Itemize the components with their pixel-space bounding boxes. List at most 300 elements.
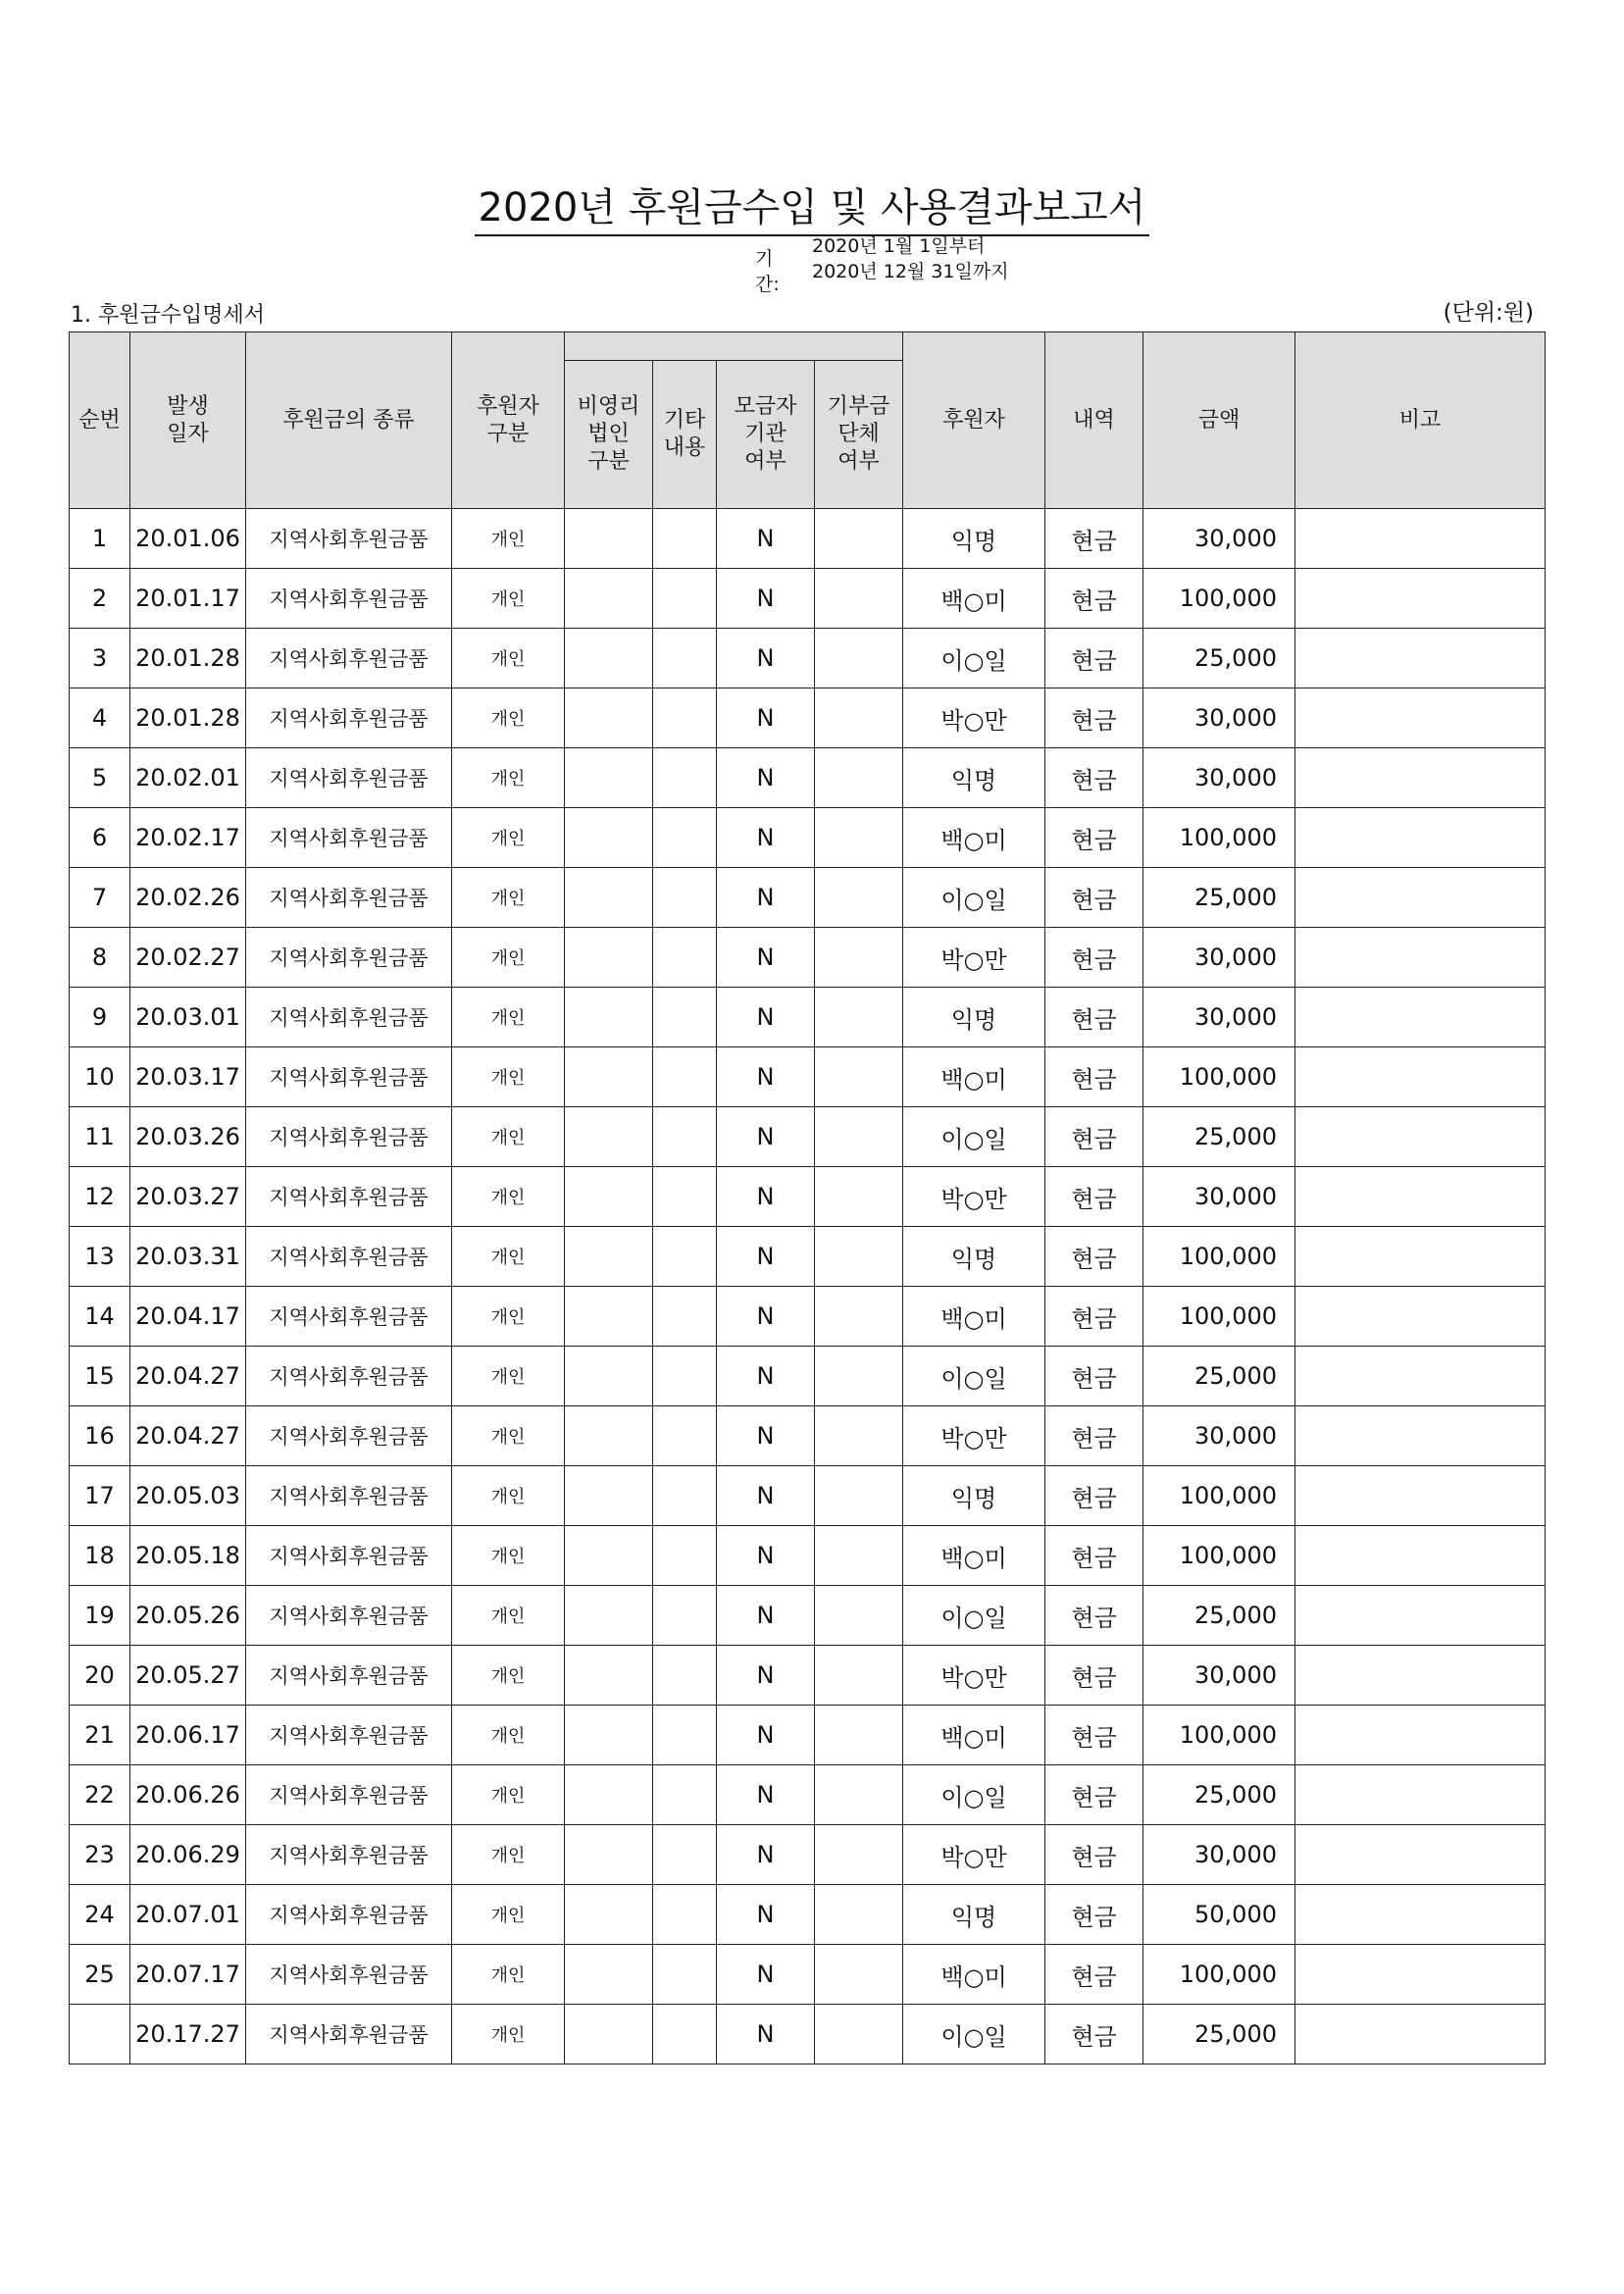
row-nonprofit (565, 748, 653, 808)
row-date: 20.05.18 (130, 1526, 246, 1586)
row-detail: 현금 (1045, 1287, 1143, 1347)
row-kind: 지역사회후원금품 (246, 1945, 452, 2005)
row-remarks (1295, 1047, 1546, 1107)
table-row (70, 1885, 1546, 1945)
row-org (815, 569, 903, 629)
row-date: 20.03.17 (130, 1047, 246, 1107)
row-donor: 이○일 (903, 2005, 1045, 2065)
row-org (815, 1047, 903, 1107)
row-nonprofit (565, 1646, 653, 1706)
row-remarks (1295, 1825, 1546, 1885)
row-org (815, 688, 903, 748)
row-remarks (1295, 868, 1546, 928)
row-donor-type: 개인 (452, 629, 565, 688)
row-no: 4 (70, 688, 130, 748)
row-nonprofit (565, 629, 653, 688)
row-other (653, 1526, 717, 1586)
row-remarks (1295, 928, 1546, 988)
row-donor: 익명 (903, 748, 1045, 808)
row-org (815, 748, 903, 808)
row-other (653, 1227, 717, 1287)
row-remarks (1295, 1167, 1546, 1227)
row-date: 20.02.27 (130, 928, 246, 988)
row-other (653, 1406, 717, 1466)
row-kind: 지역사회후원금품 (246, 1646, 452, 1706)
row-other (653, 2005, 717, 2065)
table-row (70, 1167, 1546, 1227)
row-no: 18 (70, 1526, 130, 1586)
row-no: 5 (70, 748, 130, 808)
row-no: 16 (70, 1406, 130, 1466)
row-org (815, 509, 903, 569)
table-row (70, 1227, 1546, 1287)
row-other (653, 1466, 717, 1526)
row-org (815, 1825, 903, 1885)
period-end: 2020년 12월 31일까지 (812, 261, 1009, 282)
row-other (653, 748, 717, 808)
row-date: 20.04.27 (130, 1347, 246, 1406)
row-donor-type: 개인 (452, 868, 565, 928)
row-amount: 30,000 (1143, 928, 1295, 988)
header-date (130, 332, 246, 509)
header-date-line-2: 일자 (167, 421, 209, 446)
row-kind: 지역사회후원금품 (246, 1825, 452, 1885)
row-nonprofit (565, 808, 653, 868)
row-donor-type: 개인 (452, 1586, 565, 1646)
row-other (653, 509, 717, 569)
table-row (70, 1765, 1546, 1825)
row-org (815, 1526, 903, 1586)
row-no: 15 (70, 1347, 130, 1406)
row-donor-type: 개인 (452, 1047, 565, 1107)
row-donor-type: 개인 (452, 928, 565, 988)
row-detail: 현금 (1045, 1107, 1143, 1167)
row-amount: 25,000 (1143, 629, 1295, 688)
row-remarks (1295, 1466, 1546, 1526)
row-donor: 박○만 (903, 688, 1045, 748)
row-donor: 익명 (903, 1227, 1045, 1287)
row-kind: 지역사회후원금품 (246, 569, 452, 629)
row-amount: 25,000 (1143, 2005, 1295, 2065)
row-org (815, 1287, 903, 1347)
header-fundraising-line-3: 여부 (744, 449, 787, 474)
row-date: 20.05.27 (130, 1646, 246, 1706)
row-amount: 100,000 (1143, 1227, 1295, 1287)
row-date: 20.17.27 (130, 2005, 246, 2065)
row-nonprofit (565, 1885, 653, 1945)
table-row (70, 1347, 1546, 1406)
header-fundraising-line-1: 모금자 (734, 394, 797, 419)
row-amount: 25,000 (1143, 1347, 1295, 1406)
row-other (653, 868, 717, 928)
row-donor: 이○일 (903, 1586, 1045, 1646)
row-fundraising: N (717, 1167, 815, 1227)
table-row (70, 1706, 1546, 1765)
header-other-line-2: 내용 (663, 435, 706, 460)
row-fundraising: N (717, 1706, 815, 1765)
row-nonprofit (565, 928, 653, 988)
row-org (815, 1706, 903, 1765)
row-fundraising: N (717, 1347, 815, 1406)
header-nonprofit-line-1: 비영리 (577, 394, 640, 419)
row-remarks (1295, 569, 1546, 629)
row-nonprofit (565, 1825, 653, 1885)
row-donor: 백○미 (903, 808, 1045, 868)
row-detail: 현금 (1045, 868, 1143, 928)
row-kind: 지역사회후원금품 (246, 1406, 452, 1466)
row-donor-type: 개인 (452, 1885, 565, 1945)
row-fundraising: N (717, 928, 815, 988)
row-other (653, 1885, 717, 1945)
table-row (70, 1646, 1546, 1706)
row-other (653, 1945, 717, 2005)
row-remarks (1295, 1586, 1546, 1646)
header-remarks: 비고 (1295, 332, 1546, 509)
row-org (815, 1586, 903, 1646)
header-org-line-2: 단체 (837, 422, 880, 446)
row-date: 20.04.17 (130, 1287, 246, 1347)
row-detail: 현금 (1045, 1825, 1143, 1885)
row-detail: 현금 (1045, 1466, 1143, 1526)
page-title-text: 2020년 후원금수입 및 사용결과보고서 (475, 185, 1150, 236)
row-detail: 현금 (1045, 808, 1143, 868)
table-row (70, 1825, 1546, 1885)
row-donor: 백○미 (903, 1706, 1045, 1765)
row-remarks (1295, 1885, 1546, 1945)
row-amount: 100,000 (1143, 569, 1295, 629)
row-donor: 박○만 (903, 1646, 1045, 1706)
row-no: 8 (70, 928, 130, 988)
row-org (815, 1646, 903, 1706)
header-kind: 후원금의 종류 (246, 332, 452, 509)
row-no: 20 (70, 1646, 130, 1706)
header-fundraising-line-2: 기관 (744, 422, 787, 446)
row-kind: 지역사회후원금품 (246, 1287, 452, 1347)
row-nonprofit (565, 688, 653, 748)
table-row (70, 569, 1546, 629)
header-org-line-1: 기부금 (827, 394, 890, 419)
row-kind: 지역사회후원금품 (246, 1167, 452, 1227)
row-fundraising: N (717, 1466, 815, 1526)
row-detail: 현금 (1045, 1646, 1143, 1706)
row-donor: 이○일 (903, 1107, 1045, 1167)
row-fundraising: N (717, 1406, 815, 1466)
header-date-line-1: 발생 (167, 393, 209, 419)
row-donor-type: 개인 (452, 1287, 565, 1347)
row-org (815, 988, 903, 1047)
row-fundraising: N (717, 1646, 815, 1706)
row-date: 20.02.26 (130, 868, 246, 928)
row-amount: 100,000 (1143, 1526, 1295, 1586)
table-row (70, 688, 1546, 748)
row-date: 20.03.01 (130, 988, 246, 1047)
row-remarks (1295, 1765, 1546, 1825)
row-detail: 현금 (1045, 1167, 1143, 1227)
row-other (653, 569, 717, 629)
row-fundraising: N (717, 1047, 815, 1107)
row-remarks (1295, 1107, 1546, 1167)
row-remarks (1295, 1347, 1546, 1406)
row-amount: 30,000 (1143, 1406, 1295, 1466)
row-amount: 25,000 (1143, 1107, 1295, 1167)
row-amount: 30,000 (1143, 1167, 1295, 1227)
row-remarks (1295, 1646, 1546, 1706)
row-kind: 지역사회후원금품 (246, 1347, 452, 1406)
row-nonprofit (565, 1107, 653, 1167)
row-other (653, 988, 717, 1047)
row-nonprofit (565, 1347, 653, 1406)
header-amount: 금액 (1143, 332, 1295, 509)
row-date: 20.03.26 (130, 1107, 246, 1167)
row-kind: 지역사회후원금품 (246, 629, 452, 688)
row-other (653, 1646, 717, 1706)
period-label: 기간: (755, 248, 780, 295)
row-no: 1 (70, 509, 130, 569)
header-nonprofit-line-3: 구분 (587, 449, 630, 474)
row-detail: 현금 (1045, 1047, 1143, 1107)
table-row (70, 868, 1546, 928)
table-row (70, 808, 1546, 868)
row-no: 2 (70, 569, 130, 629)
row-other (653, 1167, 717, 1227)
row-nonprofit (565, 1227, 653, 1287)
header-donor: 후원자 (903, 332, 1045, 509)
row-remarks (1295, 1227, 1546, 1287)
row-date: 20.03.27 (130, 1167, 246, 1227)
row-remarks (1295, 629, 1546, 688)
row-detail: 현금 (1045, 509, 1143, 569)
header-other (653, 361, 717, 509)
row-date: 20.05.26 (130, 1586, 246, 1646)
row-detail: 현금 (1045, 1885, 1143, 1945)
row-detail: 현금 (1045, 988, 1143, 1047)
row-org (815, 1406, 903, 1466)
row-no: 9 (70, 988, 130, 1047)
row-remarks (1295, 1526, 1546, 1586)
row-amount: 100,000 (1143, 1466, 1295, 1526)
row-other (653, 1047, 717, 1107)
row-fundraising: N (717, 569, 815, 629)
row-fundraising: N (717, 1765, 815, 1825)
header-nonprofit (565, 361, 653, 509)
row-detail: 현금 (1045, 1526, 1143, 1586)
row-nonprofit (565, 1047, 653, 1107)
row-other (653, 1107, 717, 1167)
table-row (70, 1526, 1546, 1586)
row-other (653, 688, 717, 748)
table-row (70, 509, 1546, 569)
row-donor-type: 개인 (452, 688, 565, 748)
row-no: 14 (70, 1287, 130, 1347)
row-donor-type: 개인 (452, 1107, 565, 1167)
row-donor-type: 개인 (452, 569, 565, 629)
row-remarks (1295, 988, 1546, 1047)
row-org (815, 1765, 903, 1825)
row-org (815, 808, 903, 868)
header-detail: 내역 (1045, 332, 1143, 509)
row-detail: 현금 (1045, 1227, 1143, 1287)
row-detail: 현금 (1045, 1586, 1143, 1646)
row-other (653, 1347, 717, 1406)
row-kind: 지역사회후원금품 (246, 748, 452, 808)
page-title (0, 177, 1624, 232)
row-detail: 현금 (1045, 1706, 1143, 1765)
row-amount: 100,000 (1143, 1945, 1295, 2005)
row-nonprofit (565, 1706, 653, 1765)
row-donor: 이○일 (903, 1765, 1045, 1825)
row-nonprofit (565, 509, 653, 569)
row-donor-type: 개인 (452, 1825, 565, 1885)
row-date: 20.01.17 (130, 569, 246, 629)
row-date: 20.05.03 (130, 1466, 246, 1526)
row-detail: 현금 (1045, 928, 1143, 988)
row-fundraising: N (717, 988, 815, 1047)
row-org (815, 1227, 903, 1287)
header-donor-type-line-2: 구분 (486, 421, 530, 446)
row-fundraising: N (717, 1825, 815, 1885)
row-detail: 현금 (1045, 629, 1143, 688)
header-group-spacer (565, 332, 903, 361)
row-detail: 현금 (1045, 1945, 1143, 2005)
row-donor-type: 개인 (452, 1466, 565, 1526)
row-no: 17 (70, 1466, 130, 1526)
row-amount: 25,000 (1143, 1586, 1295, 1646)
row-donor: 익명 (903, 1466, 1045, 1526)
row-fundraising: N (717, 808, 815, 868)
row-nonprofit (565, 1167, 653, 1227)
row-amount: 25,000 (1143, 868, 1295, 928)
row-remarks (1295, 1287, 1546, 1347)
row-donor: 박○만 (903, 1167, 1045, 1227)
row-date: 20.02.01 (130, 748, 246, 808)
row-donor-type: 개인 (452, 1347, 565, 1406)
row-amount: 50,000 (1143, 1885, 1295, 1945)
row-kind: 지역사회후원금품 (246, 808, 452, 868)
row-other (653, 808, 717, 868)
row-donor: 익명 (903, 988, 1045, 1047)
row-amount: 100,000 (1143, 1287, 1295, 1347)
row-amount: 100,000 (1143, 808, 1295, 868)
row-donor-type: 개인 (452, 1706, 565, 1765)
ledger-body (70, 509, 1546, 2065)
row-nonprofit (565, 1765, 653, 1825)
row-nonprofit (565, 1586, 653, 1646)
row-org (815, 868, 903, 928)
row-org (815, 1167, 903, 1227)
row-no: 23 (70, 1825, 130, 1885)
row-nonprofit (565, 1945, 653, 2005)
row-no: 7 (70, 868, 130, 928)
row-date: 20.07.01 (130, 1885, 246, 1945)
row-donor: 백○미 (903, 1945, 1045, 2005)
row-fundraising: N (717, 1107, 815, 1167)
row-other (653, 928, 717, 988)
header-nonprofit-line-2: 법인 (587, 422, 630, 446)
row-donor: 박○만 (903, 1825, 1045, 1885)
row-kind: 지역사회후원금품 (246, 868, 452, 928)
row-kind: 지역사회후원금품 (246, 2005, 452, 2065)
row-org (815, 1885, 903, 1945)
row-nonprofit (565, 569, 653, 629)
row-org (815, 1466, 903, 1526)
row-remarks (1295, 808, 1546, 868)
donation-income-table (69, 331, 1546, 2065)
row-org (815, 1107, 903, 1167)
row-no: 6 (70, 808, 130, 868)
row-no: 25 (70, 1945, 130, 2005)
row-fundraising: N (717, 2005, 815, 2065)
row-remarks (1295, 1945, 1546, 2005)
row-kind: 지역사회후원금품 (246, 928, 452, 988)
row-donor-type: 개인 (452, 1765, 565, 1825)
row-amount: 30,000 (1143, 748, 1295, 808)
row-kind: 지역사회후원금품 (246, 1526, 452, 1586)
row-kind: 지역사회후원금품 (246, 1466, 452, 1526)
row-remarks (1295, 688, 1546, 748)
section-title: 1. 후원금수입명세서 (71, 303, 265, 328)
row-nonprofit (565, 1406, 653, 1466)
row-amount: 30,000 (1143, 509, 1295, 569)
row-no: 12 (70, 1167, 130, 1227)
row-amount: 30,000 (1143, 1825, 1295, 1885)
row-donor: 이○일 (903, 629, 1045, 688)
row-kind: 지역사회후원금품 (246, 1586, 452, 1646)
row-fundraising: N (717, 1526, 815, 1586)
table-row (70, 2005, 1546, 2065)
row-detail: 현금 (1045, 748, 1143, 808)
header-org (815, 361, 903, 509)
table-row (70, 988, 1546, 1047)
row-remarks (1295, 2005, 1546, 2065)
row-remarks (1295, 748, 1546, 808)
row-date: 20.01.28 (130, 688, 246, 748)
table-row (70, 1586, 1546, 1646)
row-date: 20.01.06 (130, 509, 246, 569)
row-donor-type: 개인 (452, 1646, 565, 1706)
row-other (653, 1706, 717, 1765)
row-detail: 현금 (1045, 1406, 1143, 1466)
row-amount: 100,000 (1143, 1706, 1295, 1765)
row-donor-type: 개인 (452, 509, 565, 569)
row-fundraising: N (717, 1227, 815, 1287)
row-date: 20.06.17 (130, 1706, 246, 1765)
row-other (653, 1765, 717, 1825)
row-kind: 지역사회후원금품 (246, 1765, 452, 1825)
row-detail: 현금 (1045, 688, 1143, 748)
row-kind: 지역사회후원금품 (246, 1885, 452, 1945)
row-donor-type: 개인 (452, 808, 565, 868)
row-detail: 현금 (1045, 1765, 1143, 1825)
row-date: 20.01.28 (130, 629, 246, 688)
row-no: 10 (70, 1047, 130, 1107)
unit-label: (단위:원) (1443, 300, 1534, 326)
row-kind: 지역사회후원금품 (246, 1047, 452, 1107)
row-kind: 지역사회후원금품 (246, 688, 452, 748)
row-kind: 지역사회후원금품 (246, 1107, 452, 1167)
row-amount: 30,000 (1143, 988, 1295, 1047)
row-no: 13 (70, 1227, 130, 1287)
row-date: 20.02.17 (130, 808, 246, 868)
row-donor-type: 개인 (452, 748, 565, 808)
row-kind: 지역사회후원금품 (246, 509, 452, 569)
row-fundraising: N (717, 688, 815, 748)
row-kind: 지역사회후원금품 (246, 1706, 452, 1765)
row-fundraising: N (717, 1586, 815, 1646)
period-start: 2020년 1월 1일부터 (812, 235, 986, 257)
row-org (815, 1945, 903, 2005)
table-row (70, 1047, 1546, 1107)
row-remarks (1295, 509, 1546, 569)
